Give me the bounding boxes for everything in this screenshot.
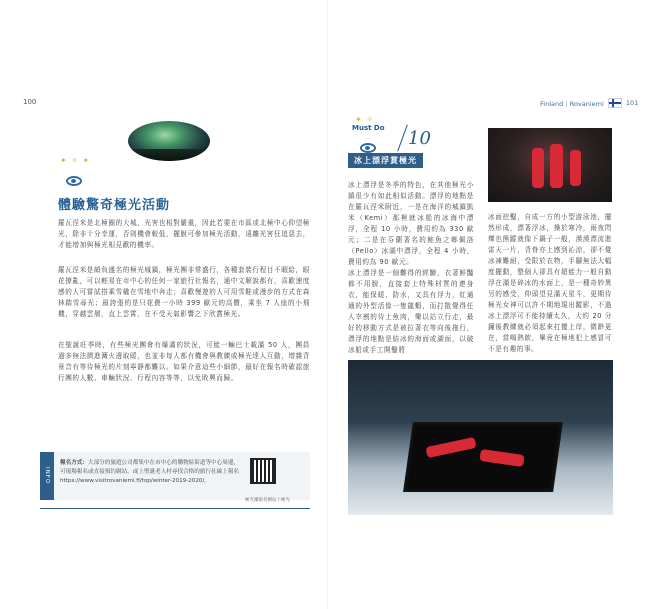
right-page-number: 101 (625, 99, 639, 107)
eye-icon-right (360, 143, 376, 153)
left-paragraph-3: 在聖誕旺季時，有些極光團會有爆滿的狀況，可能一輛巴士載滿 50 人，團員過多無法擠進篝火邊取暖，也並非每人都有機會與教練或極光達人互動，增雜背景音有等待極光的片刻寧靜都難以。如果介意這些小細節，最好在報名時確認旅行團的人數、車輛狀況、行程內容等等，以免敗興而歸。 (58, 341, 310, 382)
right-header-text: Finland｜Rovaniemi (540, 99, 604, 108)
treeline (128, 149, 210, 161)
info-text (60, 459, 240, 486)
info-tab: INFO (40, 452, 54, 500)
info-body[interactable]: 大部分的旅遊公司都集中在市中心的購物區街道等中心周邊，可現場報名或直接預約網站，或上聖誕老人村尋找合格的旅行社線上報名 https://www.visitrovaniemi.fi/top/winter-2019-2020/。 (60, 460, 240, 484)
must-do-label: Must Do (352, 124, 385, 132)
left-paragraph-2: 羅瓦涅米是頗負盛名的極光城鎮，極光團非常盛行，各種套裝行程目不暇給，眼花撩亂，可以輕易在市中心的任何一家旅行社報名，通中文解說都有，喜歡速度感的人可嘗試搭乘雪橇在雪地中奔走；喜歡慢遊的人可用雪鞋或漫步的方式在森林踏雪尋光；最誇張的是只花費一小時 399 歐元的高價，乘坐 7 人座的小飛機，穿越雲層，直上雲霄，在不受天氣影響之下欣賞極光。 (58, 266, 310, 318)
right-col1-paragraph-2: 冰上漂浮是一個難得的經驗，衣著鮮豔都不用脫，直接套上特殊材質的連身衣，能保暖、防水，又具有浮力，紅通通的外型活像一隻龍蝦，而打散覺得任人宰割的待上魚肉，樂以站立行走，最好的移動方式是被拉著衣等向後拖行，漂浮的地點是結冰的海面或湖面，以破冰船或手工開鑿將 (348, 269, 474, 354)
page-gutter (327, 0, 328, 609)
qr-code[interactable] (250, 458, 276, 484)
sparkle-stars-icon: ✦ ✧ ✦ (60, 156, 91, 165)
eye-icon (66, 176, 82, 186)
left-page-number: 100 (23, 98, 37, 106)
finland-flag-icon (608, 98, 622, 108)
info-label: 報名方式： (60, 460, 88, 466)
must-do-number: 10 (408, 128, 431, 149)
red-suit-figure (550, 144, 563, 188)
red-suit-figure (532, 148, 544, 188)
right-subtitle: 冰上漂浮賞極光 (348, 153, 423, 168)
sparkle-stars-icon-right: ✦ ✧ (355, 115, 374, 124)
qr-caption: 極光團報名網站上極光 (245, 498, 290, 503)
right-header (540, 98, 638, 108)
must-do-slash (397, 125, 408, 152)
right-col2-paragraph: 冰面挖鑿，自成一方的小型游泳池，擺然形成，漂著浮冰，操於寒冷，雨夜閃爍也熊蹤就像下鍋子一般，漠漠漂流進雷天一片，背脊亦上感到沁涼，卻不覺冰凍難耐，受限於衣物，手腳無法大幅度擺動，整個人卻具有超能力一般自動浮在滿是碎冰的水面上，是一種奇妙異另的感受，仰頭望見滿天星斗，更期待極光女神可以許不期地現出蹤影，不過冰上漂浮可不能持續太久，大約 20 分鐘後教練就必須起來打擾上岸，微渺更在，當喝熱飲，畢竟在極地犯上感冒可不是有趣的事。 (488, 213, 612, 353)
aurora-photo (128, 121, 210, 161)
bottom-rule (40, 508, 310, 509)
floating-suits-photo (488, 128, 612, 202)
red-suit-figure (570, 150, 581, 186)
right-col1-paragraph-1: 冰上漂浮是冬季的特色，在其他極光小鎮很少有如此相似活動。漂浮的地點是在羅瓦涅米附近，一是在海洋的城鎮凱米（Kemi）那裡就冰船的冰海中漂浮，全程 10 小時，費用約為 330 歐元；二是在芬蘭著名的鮭魚之鄉佩洛（Pello）冰湖中漂浮，全程 4 小時，費用約為 90 歐元。 (348, 181, 474, 266)
left-title: 體驗驚奇極光活動 (58, 198, 171, 213)
ice-pool-photo (348, 360, 613, 515)
left-paragraph-1: 羅瓦涅米是北極圈的大城，光害也相對嚴重，因此若要在市區或北極中心仰望極光，除非十分幸運，否則機會較低，擺脫可參加極光活動，遠離光害狂追惡去，才能增加與極光相見歡的機率。 (58, 219, 310, 249)
